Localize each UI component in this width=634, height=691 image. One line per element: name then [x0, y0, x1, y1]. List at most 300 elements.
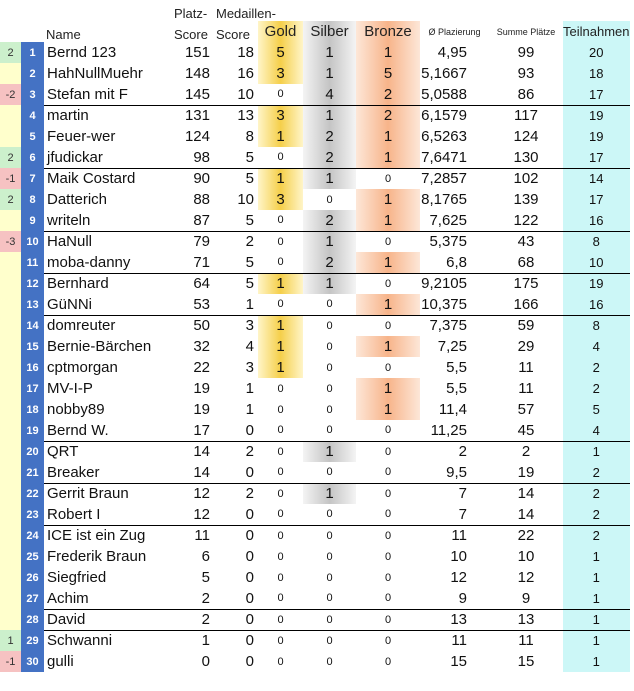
header-medaillen-top: Medaillen-: [216, 6, 276, 21]
bronze-count-cell: 1: [356, 189, 420, 210]
teilnahmen-cell: 2: [563, 483, 630, 504]
summe-plaetze-cell: 11: [489, 630, 563, 651]
medaillen-score-cell: 4: [245, 338, 254, 355]
rank-number-cell: 1: [21, 42, 44, 63]
platz-score-cell: 131: [172, 105, 214, 126]
table-row: [0, 315, 630, 336]
rank-change-cell: [0, 567, 21, 588]
gold-count-cell: 0: [277, 403, 284, 416]
summe-plaetze-cell: 43: [489, 231, 563, 252]
rank-change-cell: 1: [0, 630, 21, 651]
avg-plazierung-cell: 15: [450, 653, 467, 670]
medaillen-score-cell: 0: [214, 525, 258, 546]
bronze-count-cell: 0: [356, 483, 420, 504]
platz-score-cell: 12: [193, 505, 210, 523]
summe-plaetze-cell: 22: [489, 525, 563, 546]
gold-count-cell: 0: [277, 655, 284, 668]
medaillen-score-cell: 5: [245, 148, 254, 166]
header-name: Name: [46, 27, 81, 42]
avg-plazierung-cell: 11: [420, 525, 489, 546]
rank-change-cell: [0, 504, 21, 525]
teilnahmen-cell: 1: [563, 609, 630, 630]
bronze-count-cell: 0: [384, 466, 392, 479]
silber-count-cell: 2: [303, 147, 356, 168]
avg-plazierung-cell: 12: [450, 569, 467, 586]
rank-number-cell: 12: [21, 273, 44, 294]
header-rank-cell: [21, 0, 44, 21]
summe-plaetze-cell: 122: [513, 211, 539, 229]
gold-count-cell: 0: [277, 214, 284, 227]
avg-plazierung-cell: 5,5: [446, 380, 467, 397]
bronze-count-cell: 0: [384, 508, 392, 521]
silber-count-cell: 0: [303, 525, 356, 546]
bronze-count-cell: 0: [384, 592, 392, 605]
player-name-cell: domreuter: [44, 315, 172, 336]
silber-count-cell: 0: [326, 655, 333, 668]
platz-score-cell: 53: [193, 295, 210, 313]
gold-count-cell: 1: [258, 273, 303, 294]
medaillen-score-cell: 2: [214, 441, 258, 462]
silber-count-cell: 1: [303, 105, 356, 126]
rank-change-cell: [0, 273, 21, 294]
avg-plazierung-cell: 9: [458, 589, 467, 607]
rank-number-cell: 21: [21, 462, 44, 483]
silber-count-cell: 1: [303, 273, 356, 294]
gold-count-cell: 0: [277, 382, 284, 395]
medaillen-score-cell: 0: [245, 421, 254, 439]
teilnahmen-cell: 17: [563, 84, 630, 105]
table-row: [0, 84, 630, 105]
platz-score-cell: 71: [193, 253, 210, 271]
medaillen-score-cell: 5: [245, 253, 254, 271]
gold-count-cell: 0: [277, 151, 284, 164]
avg-plazierung-cell: 11,4: [438, 401, 467, 418]
bronze-count-cell: 0: [356, 630, 420, 651]
summe-plaetze-cell: 11: [518, 380, 534, 397]
bronze-count-cell: 0: [356, 315, 420, 336]
rank-change-cell: [0, 441, 21, 462]
player-name-cell: jfudickar: [47, 148, 103, 166]
avg-plazierung-cell: 5,5: [446, 359, 467, 376]
rank-change-cell: [0, 588, 21, 609]
table-row: [0, 399, 630, 420]
silber-count-cell: 0: [303, 315, 356, 336]
rank-number-cell: 8: [21, 189, 44, 210]
player-name-cell: Breaker: [47, 463, 100, 481]
player-name-cell: Siegfried: [47, 569, 107, 586]
rank-number-cell: 20: [21, 441, 44, 462]
avg-plazierung-cell: 11: [420, 630, 489, 651]
bronze-count-cell: 1: [356, 336, 420, 357]
table-row: [0, 609, 630, 630]
header-gold: Gold: [258, 21, 303, 42]
medaillen-score-cell: 1: [245, 295, 254, 313]
avg-plazierung-cell: 6,5263: [421, 128, 467, 145]
summe-plaetze-cell: 166: [513, 295, 539, 313]
table-row: [0, 567, 630, 588]
player-name-cell: ICE ist ein Zug: [44, 525, 172, 546]
silber-count-cell: 2: [303, 126, 356, 147]
bronze-count-cell: 1: [356, 378, 420, 399]
platz-score-cell: 22: [193, 359, 210, 376]
gold-count-cell: 0: [258, 609, 303, 630]
table-row: [0, 189, 630, 210]
silber-count-cell: 0: [326, 424, 333, 437]
rank-number-cell: 11: [21, 252, 44, 273]
table-row: [0, 252, 630, 273]
gold-count-cell: 3: [258, 105, 303, 126]
rank-number-cell: 24: [21, 525, 44, 546]
medaillen-score-cell: 1: [245, 380, 254, 397]
medaillen-score-cell: 0: [245, 569, 254, 586]
gold-count-cell: 0: [277, 298, 284, 311]
platz-score-cell: 12: [172, 483, 214, 504]
table-row: [0, 483, 630, 504]
silber-count-cell: 1: [303, 63, 356, 84]
platz-score-cell: 148: [184, 65, 210, 82]
rank-number-cell: 29: [21, 630, 44, 651]
teilnahmen-cell: 5: [563, 399, 630, 420]
teilnahmen-cell: 19: [563, 273, 630, 294]
platz-score-cell: 19: [193, 401, 210, 418]
rank-change-cell: -3: [0, 231, 21, 252]
avg-plazierung-cell: 9,5: [446, 463, 467, 481]
avg-plazierung-cell: 6,1579: [420, 105, 489, 126]
table-row: [0, 105, 630, 126]
rank-number-cell: 30: [21, 651, 44, 672]
avg-plazierung-cell: 10,375: [421, 295, 467, 313]
gold-count-cell: 1: [258, 357, 303, 378]
gold-count-cell: 1: [258, 126, 303, 147]
summe-plaetze-cell: 117: [489, 105, 563, 126]
header-platz-top: Platz-: [174, 6, 208, 21]
medaillen-score-cell: 10: [237, 85, 254, 103]
avg-plazierung-cell: 13: [420, 609, 489, 630]
rank-number-cell: 17: [21, 378, 44, 399]
medaillen-score-cell: 8: [245, 128, 254, 145]
medaillen-score-cell: 5: [245, 211, 254, 229]
summe-plaetze-cell: 124: [513, 128, 539, 145]
rank-number-cell: 15: [21, 336, 44, 357]
medaillen-score-cell: 0: [245, 589, 254, 607]
silber-count-cell: 1: [303, 168, 356, 189]
platz-score-cell: 151: [184, 44, 210, 61]
summe-plaetze-cell: 57: [517, 401, 535, 418]
medaillen-score-cell: 3: [245, 359, 254, 376]
bronze-count-cell: 0: [384, 655, 392, 668]
rank-number-cell: 6: [21, 147, 44, 168]
rank-change-cell: [0, 336, 21, 357]
teilnahmen-cell: 19: [563, 105, 630, 126]
teilnahmen-cell: 19: [563, 126, 630, 147]
teilnahmen-cell: 10: [563, 252, 630, 273]
platz-score-cell: 124: [184, 128, 210, 145]
player-name-cell: moba-danny: [47, 253, 131, 271]
player-name-cell: MV-I-P: [47, 380, 93, 397]
summe-plaetze-cell: 130: [513, 148, 539, 166]
teilnahmen-cell: 2: [563, 378, 630, 399]
gold-count-cell: 3: [258, 63, 303, 84]
table-row: [0, 546, 630, 567]
rank-change-cell: [0, 378, 21, 399]
teilnahmen-cell: 16: [563, 294, 630, 315]
rank-change-cell: [0, 252, 21, 273]
rank-number-cell: 19: [21, 420, 44, 441]
summe-plaetze-cell: 93: [517, 65, 535, 82]
header-name-blank: [44, 0, 172, 21]
player-name-cell: gulli: [47, 653, 74, 670]
summe-plaetze-cell: 11: [518, 359, 534, 376]
medaillen-score-cell: 2: [214, 231, 258, 252]
bronze-count-cell: 1: [356, 252, 420, 273]
medaillen-score-cell: 5: [214, 168, 258, 189]
rank-change-cell: [0, 462, 21, 483]
player-name-cell: Stefan mit F: [47, 85, 128, 103]
medaillen-score-cell: 0: [245, 653, 254, 670]
avg-plazierung-cell: 7: [458, 505, 467, 523]
rank-change-cell: [0, 399, 21, 420]
bronze-count-cell: 2: [356, 105, 420, 126]
avg-plazierung-cell: 7: [420, 483, 489, 504]
rank-change-cell: [0, 294, 21, 315]
rank-number-cell: 28: [21, 609, 44, 630]
table-row: [0, 63, 630, 84]
gold-count-cell: 5: [258, 42, 303, 63]
header-silber: Silber: [303, 21, 356, 42]
summe-plaetze-cell: 10: [517, 548, 535, 565]
teilnahmen-cell: 1: [563, 630, 630, 651]
bronze-count-cell: 1: [356, 42, 420, 63]
player-name-cell: Achim: [47, 589, 89, 607]
silber-count-cell: 0: [326, 466, 333, 479]
header-platz-score: Score: [174, 27, 208, 42]
avg-plazierung-cell: 4,95: [437, 44, 467, 61]
gold-count-cell: 0: [258, 525, 303, 546]
bronze-count-cell: 1: [356, 147, 420, 168]
rank-change-cell: [0, 126, 21, 147]
silber-count-cell: 0: [326, 550, 333, 563]
gold-count-cell: 0: [277, 424, 284, 437]
silber-count-cell: 2: [303, 252, 356, 273]
player-name-cell: martin: [44, 105, 172, 126]
teilnahmen-cell: 1: [563, 546, 630, 567]
summe-plaetze-cell: 99: [517, 44, 535, 61]
rank-change-cell: [0, 357, 21, 378]
platz-score-cell: 88: [193, 191, 210, 208]
gold-count-cell: 0: [258, 441, 303, 462]
teilnahmen-cell: 16: [563, 210, 630, 231]
rank-change-cell: [0, 63, 21, 84]
medaillen-score-cell: 10: [237, 191, 254, 208]
bronze-count-cell: 0: [356, 168, 420, 189]
avg-plazierung-cell: 7,625: [429, 211, 467, 229]
bronze-count-cell: 0: [384, 424, 392, 437]
summe-plaetze-cell: 45: [517, 421, 535, 439]
gold-count-cell: 0: [277, 256, 284, 269]
rank-change-cell: [0, 420, 21, 441]
summe-plaetze-cell: 29: [517, 338, 535, 355]
table-row: [0, 210, 630, 231]
summe-plaetze-cell: 14: [489, 483, 563, 504]
platz-score-cell: 5: [201, 569, 210, 586]
medaillen-score-cell: 5: [214, 273, 258, 294]
player-name-cell: Bernie-Bärchen: [47, 338, 152, 355]
silber-count-cell: 1: [303, 42, 356, 63]
teilnahmen-cell: 2: [563, 357, 630, 378]
table-row: [0, 336, 630, 357]
table-row: [0, 273, 630, 294]
player-name-cell: Bernd W.: [47, 421, 109, 439]
rank-number-cell: 7: [21, 168, 44, 189]
platz-score-cell: 11: [172, 525, 214, 546]
rank-number-cell: 4: [21, 105, 44, 126]
avg-plazierung-cell: 9,2105: [420, 273, 489, 294]
bronze-count-cell: 0: [356, 609, 420, 630]
avg-plazierung-cell: 6,8: [446, 253, 467, 271]
header-bronze: Bronze: [356, 21, 420, 42]
header-teilnahmen: Teilnahmen: [563, 21, 630, 42]
player-name-cell: Schwanni: [44, 630, 172, 651]
rank-change-cell: [0, 609, 21, 630]
rank-change-cell: [0, 525, 21, 546]
medaillen-score-cell: 13: [214, 105, 258, 126]
summe-plaetze-cell: 86: [517, 85, 535, 103]
gold-count-cell: 1: [258, 336, 303, 357]
player-name-cell: Bernhard: [44, 273, 172, 294]
table-row: [0, 294, 630, 315]
gold-count-cell: 0: [277, 466, 284, 479]
header-change-cell: [0, 0, 21, 21]
table-row: [0, 588, 630, 609]
player-name-cell: HahNullMuehr: [47, 65, 143, 82]
table-row: [0, 651, 630, 672]
platz-score-cell: 6: [201, 548, 210, 565]
table-row: [0, 525, 630, 546]
bronze-count-cell: 0: [356, 441, 420, 462]
platz-score-cell: 90: [172, 168, 214, 189]
platz-score-cell: 0: [201, 653, 210, 670]
player-name-cell: QRT: [44, 441, 172, 462]
medaillen-score-cell: 18: [237, 44, 254, 61]
player-name-cell: Bernd 123: [47, 44, 117, 61]
platz-score-cell: 14: [193, 463, 210, 481]
medaillen-score-cell: 0: [214, 609, 258, 630]
silber-count-cell: 0: [326, 571, 333, 584]
rank-change-cell: [0, 315, 21, 336]
silber-count-cell: 0: [303, 609, 356, 630]
rank-number-cell: 18: [21, 399, 44, 420]
player-name-cell: nobby89: [47, 401, 105, 418]
player-name-cell: Maik Costard: [44, 168, 172, 189]
avg-plazierung-cell: 7,6471: [421, 148, 467, 166]
silber-count-cell: 0: [303, 630, 356, 651]
medaillen-score-cell: 0: [245, 463, 254, 481]
player-name-cell: David: [44, 609, 172, 630]
silber-count-cell: 4: [303, 84, 356, 105]
teilnahmen-cell: 17: [563, 147, 630, 168]
rank-change-cell: 2: [0, 147, 21, 168]
table-row: [0, 357, 630, 378]
table-row: [0, 168, 630, 189]
gold-count-cell: 3: [258, 189, 303, 210]
rank-number-cell: 13: [21, 294, 44, 315]
player-name-cell: GüNNi: [47, 295, 93, 313]
bronze-count-cell: 1: [356, 399, 420, 420]
bronze-count-cell: 2: [356, 84, 420, 105]
platz-score-cell: 87: [193, 211, 210, 229]
summe-plaetze-cell: 19: [517, 463, 535, 481]
teilnahmen-cell: 1: [563, 567, 630, 588]
rank-number-cell: 5: [21, 126, 44, 147]
medaillen-score-cell: 0: [245, 505, 254, 523]
header-row-bottom: [0, 21, 630, 42]
silber-count-cell: 1: [303, 231, 356, 252]
rank-change-cell: [0, 105, 21, 126]
silber-count-cell: 1: [303, 483, 356, 504]
teilnahmen-cell: 14: [563, 168, 630, 189]
bronze-count-cell: 1: [356, 210, 420, 231]
avg-plazierung-cell: 5,1667: [421, 65, 467, 82]
teilnahmen-cell: 4: [563, 336, 630, 357]
table-row: [0, 147, 630, 168]
summe-plaetze-cell: 68: [517, 253, 535, 271]
gold-count-cell: 0: [258, 231, 303, 252]
silber-count-cell: 0: [326, 361, 333, 374]
avg-plazierung-cell: 5,0588: [421, 85, 467, 103]
player-name-cell: Datterich: [47, 191, 108, 208]
teilnahmen-cell: 8: [563, 231, 630, 252]
silber-count-cell: 1: [303, 441, 356, 462]
player-name-cell: Robert I: [47, 505, 101, 523]
rank-number-cell: 23: [21, 504, 44, 525]
gold-count-cell: 0: [277, 571, 284, 584]
header-row-top: [0, 0, 630, 21]
table-row: [0, 630, 630, 651]
rank-change-cell: [0, 210, 21, 231]
table-row: [0, 420, 630, 441]
platz-score-cell: 19: [193, 380, 210, 397]
avg-plazierung-cell: 5,375: [420, 231, 489, 252]
platz-score-cell: 98: [193, 148, 210, 166]
avg-plazierung-cell: 10: [450, 548, 467, 565]
rank-number-cell: 14: [21, 315, 44, 336]
medaillen-score-cell: 16: [237, 65, 254, 82]
gold-count-cell: 0: [258, 483, 303, 504]
teilnahmen-cell: 17: [563, 189, 630, 210]
rank-change-cell: -1: [0, 168, 21, 189]
platz-score-cell: 17: [193, 421, 210, 439]
gold-count-cell: 0: [277, 88, 284, 101]
rank-change-cell: 2: [0, 42, 21, 63]
teilnahmen-cell: 1: [563, 588, 630, 609]
gold-count-cell: 0: [258, 630, 303, 651]
medaillen-score-cell: 3: [214, 315, 258, 336]
rank-number-cell: 26: [21, 567, 44, 588]
rank-change-cell: 2: [0, 189, 21, 210]
bronze-count-cell: 1: [356, 126, 420, 147]
player-name-cell: writeln: [47, 211, 91, 229]
platz-score-cell: 2: [201, 589, 210, 607]
teilnahmen-cell: 2: [563, 504, 630, 525]
player-name-cell: Feuer-wer: [47, 128, 116, 145]
silber-count-cell: 0: [326, 592, 333, 605]
platz-score-cell: 64: [172, 273, 214, 294]
header-medaillen-score: Score: [216, 27, 250, 42]
rank-change-cell: [0, 546, 21, 567]
summe-plaetze-cell: 175: [489, 273, 563, 294]
avg-plazierung-cell: 11,25: [430, 421, 467, 439]
rank-number-cell: 2: [21, 63, 44, 84]
